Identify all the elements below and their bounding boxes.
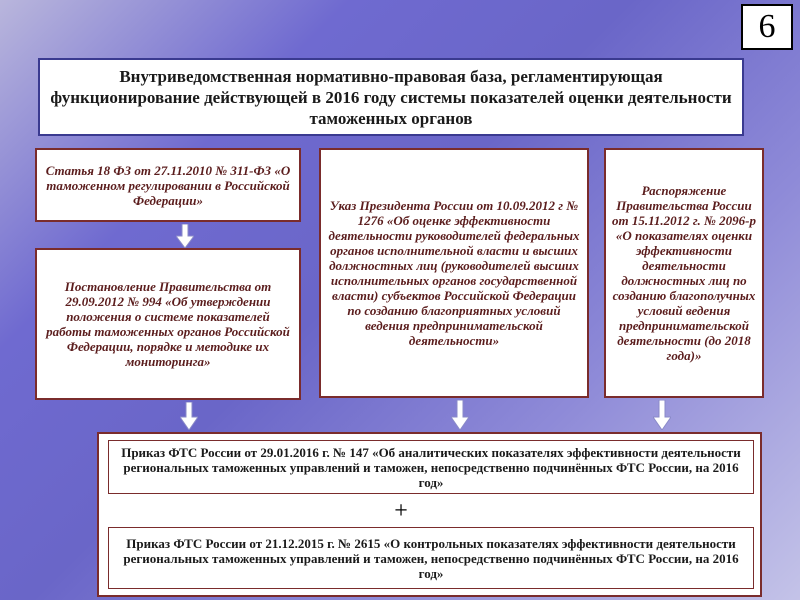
federal-law-text: Статья 18 ФЗ от 27.11.2010 № 311-ФЗ «О таможенном регулировании в Российской Федерации» xyxy=(45,162,291,208)
presidential-decree-text: Указ Президента России от 10.09.2012 г № 1276 «Об оценке эффективности деятельности руководителей федеральных органов исполнительной власти и высших должностных лиц (руководителей высших исполнительных органов государственной власти) субъектов Российской Федерации по созданию благоприятных условий ведения предпринимательской деятельности» xyxy=(328,198,580,348)
government-order-text: Распоряжение Правительства России от 15.11.2012 г. № 2096-р «О показателях оценки эффективности деятельности должностных лиц по созданию благополучных условий ведения предпринимательской деятельности (до 2018 года)» xyxy=(612,183,756,363)
fts-order-2615 xyxy=(108,527,754,589)
arrow-down-icon xyxy=(653,400,671,430)
arrow-down-icon xyxy=(180,402,198,430)
slide-number: 6 xyxy=(741,4,793,50)
arrow-down-icon xyxy=(451,400,469,430)
presidential-decree-box xyxy=(319,148,589,398)
fts-order-147-text: Приказ ФТС России от 29.01.2016 г. № 147 «Об аналитических показателях эффективности деятельности региональных таможенных управлений и таможен, непосредственно подчинённых ФТС России, на 2016 год» xyxy=(121,444,741,490)
fts-order-147 xyxy=(108,440,754,494)
government-order-box xyxy=(604,148,764,398)
plus-sign: + xyxy=(394,498,408,524)
arrow-down-icon xyxy=(176,224,194,248)
fts-order-2615-text: Приказ ФТС России от 21.12.2015 г. № 2615 «О контрольных показателях эффективности деятельности региональных таможенных управлений и таможен, непосредственно подчинённых ФТС России, на 2016 год» xyxy=(123,535,739,581)
slide-title: Внутриведомственная нормативно-правовая база, регламентирующая функционирование действующей в 2016 году системы показателей оценки деятельности таможенных органов xyxy=(38,58,744,136)
federal-law-box xyxy=(35,148,301,222)
government-resolution-text: Постановление Правительства от 29.09.2012 № 994 «Об утверждении положения о системе показателей работы таможенных органов Российской Федерации, порядке и методике их мониторинга» xyxy=(46,279,290,369)
government-resolution-box xyxy=(35,248,301,400)
